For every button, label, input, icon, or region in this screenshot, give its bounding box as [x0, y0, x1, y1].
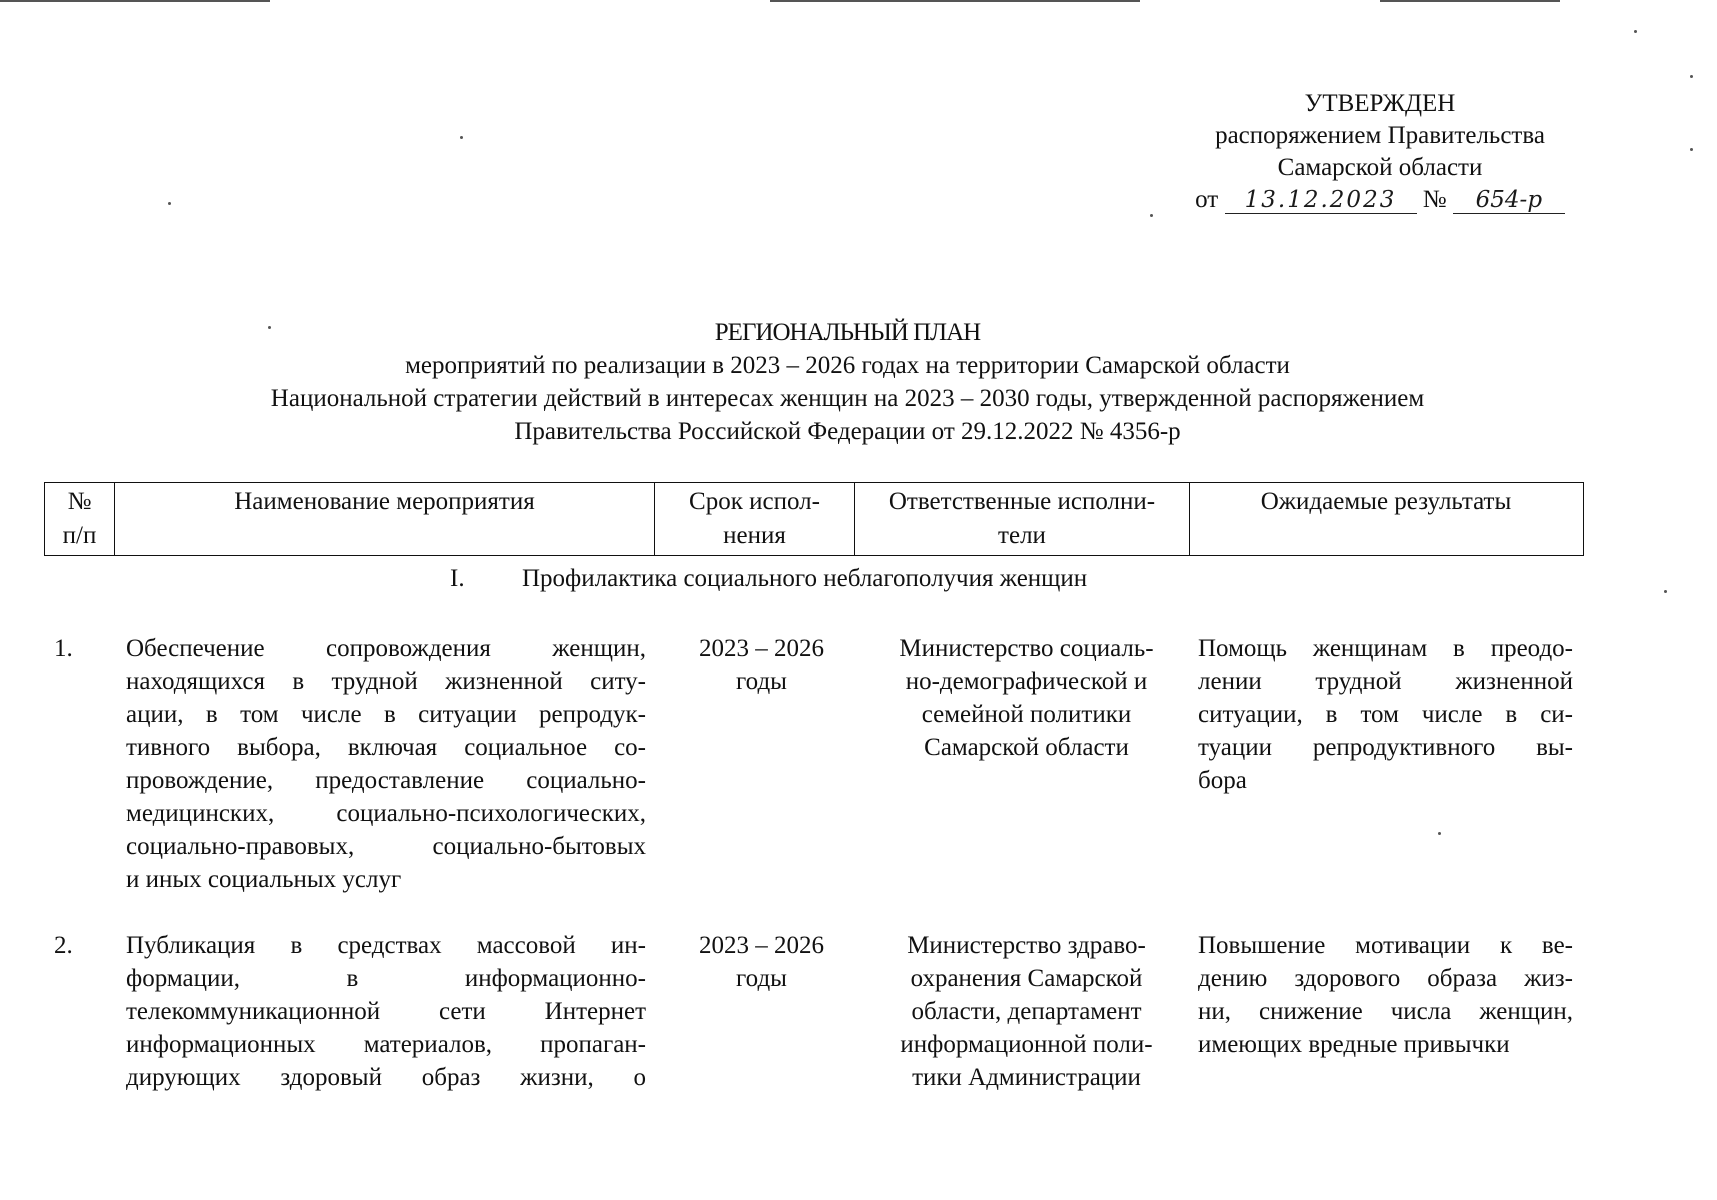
row-deadline: 2023 – 2026 годы — [699, 932, 824, 992]
row-activity-name: Публикация в средствах массовой ин- формации, в информационно- телекоммуникационной сети Интернет информационных материалов, пропаган- дирующих здоровый образ жизни, о — [126, 932, 646, 1091]
row-deadline: 2023 – 2026 годы — [699, 635, 824, 695]
header-expected-results: Ожидаемые результаты — [1260, 488, 1512, 515]
title-heading: РЕГИОНАЛЬНЫЙ ПЛАН — [714, 319, 981, 346]
table-header — [44, 482, 1584, 556]
document-title — [40, 316, 1655, 448]
header-responsible: Ответственные исполни- тели — [855, 483, 1190, 555]
number-prefix: № — [1422, 186, 1447, 213]
row-number: 1. — [54, 635, 73, 662]
approval-region: Самарской области — [1277, 154, 1483, 181]
header-number: № п/п — [45, 483, 115, 555]
row-responsible: Министерство здраво- охранения Самарской области, департамент информационной поли- тики Администрации — [900, 932, 1153, 1091]
row-number: 2. — [54, 932, 73, 959]
scan-speck — [1150, 214, 1153, 217]
section-title: Профилактика социального неблагополучия женщин — [522, 565, 1088, 592]
row-expected-result: Помощь женщинам в преодо- лении трудной жизненной ситуации, в том числе в си- туации репродуктивного вы- бора — [1198, 635, 1573, 794]
row-activity-name: Обеспечение сопровождения женщин, находящихся в трудной жизненной ситу- ации, в том числе в ситуации репродук- тивного выбора, включая социальное со- провождение, предоставление социально- медицинских, социально-психологических, социально-правовых, социально-бытовых и иных социальных услуг — [126, 635, 646, 893]
scan-edge-line — [1380, 0, 1560, 2]
row-expected-result: Повышение мотивации к ве- дению здорового образа жиз- ни, снижение числа женщин, имеющих вредные привычки — [1198, 932, 1573, 1058]
header-deadline: Срок испол- нения — [655, 483, 855, 555]
scan-edge-line — [770, 0, 1140, 2]
approval-issuer: распоряжением Правительства — [1215, 122, 1545, 149]
scan-speck — [1634, 30, 1637, 33]
title-line-2: мероприятий по реализации в 2023 – 2026 годах на территории Самарской области — [405, 352, 1290, 379]
approval-date-line — [1155, 184, 1605, 216]
row-responsible: Министерство социаль- но-демографической и семейной политики Самарской области — [899, 635, 1154, 761]
header-activity-name: Наименование мероприятия — [115, 483, 655, 555]
title-line-4: Правительства Российской Федерации от 29.12.2022 № 4356-р — [514, 418, 1181, 445]
date-prefix: от — [1195, 186, 1219, 213]
scan-speck — [168, 202, 171, 205]
title-line-3: Национальной стратегии действий в интересах женщин на 2023 – 2030 годы, утвержденной распоряжением — [270, 385, 1425, 412]
handwritten-date: 13.12.2023 — [1225, 187, 1417, 214]
approval-stamp-block — [1155, 88, 1605, 216]
scan-speck — [460, 136, 463, 139]
scan-edge-line — [0, 0, 270, 2]
approval-title: УТВЕРЖДЕН — [1304, 90, 1456, 117]
section-number: I. — [450, 565, 465, 592]
scan-speck — [1664, 590, 1667, 593]
scan-speck — [1438, 832, 1441, 835]
handwritten-number: 654-р — [1453, 187, 1565, 214]
scan-speck — [1690, 148, 1693, 151]
scan-speck — [1690, 75, 1693, 78]
